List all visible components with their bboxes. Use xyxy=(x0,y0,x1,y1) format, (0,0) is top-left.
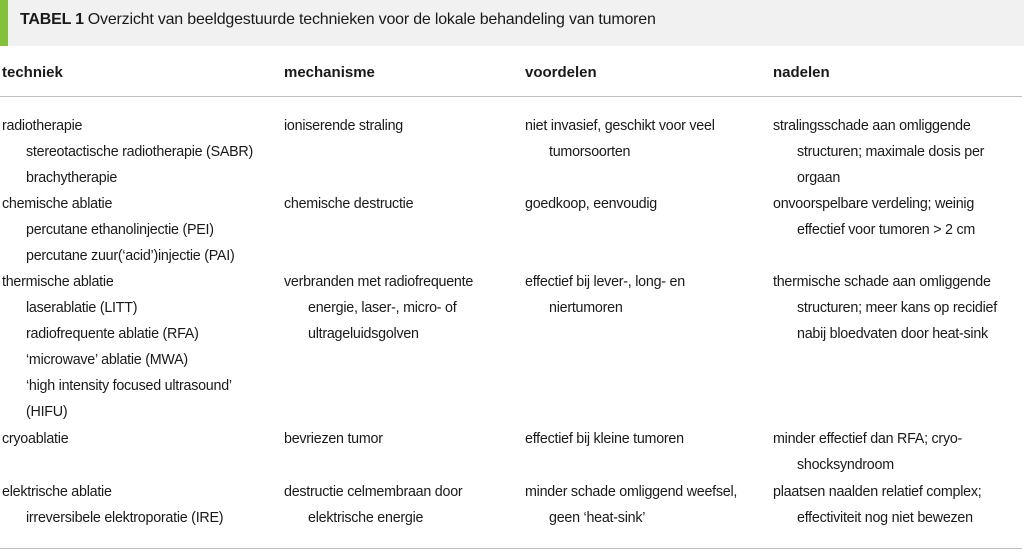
row-3-techniek xyxy=(2,269,232,425)
advantage-line: niet invasief, geschikt voor veel xyxy=(525,118,715,134)
sub-technique: stereotactische radiotherapie (SABR) xyxy=(26,144,254,160)
advantage-line: effectief bij kleine tumoren xyxy=(525,431,684,447)
row-1-mechanisme xyxy=(284,113,403,139)
disadvantage-line: thermische schade aan omliggende xyxy=(773,274,991,290)
row-5-nadelen xyxy=(773,479,981,531)
sub-technique: irreversibele elektroporatie (IRE) xyxy=(26,510,224,526)
sub-technique: percutane zuur(‘acid’)injectie (PAI) xyxy=(26,248,235,264)
row-5-techniek xyxy=(2,479,223,531)
technique-name: elektrische ablatie xyxy=(2,484,112,500)
sub-technique: ‘microwave’ ablatie (MWA) xyxy=(26,352,188,368)
header-rule xyxy=(0,96,1022,97)
row-4-nadelen xyxy=(773,426,962,478)
row-5-voordelen xyxy=(525,479,737,531)
row-2-nadelen xyxy=(773,191,975,243)
header-voordelen: voordelen xyxy=(525,64,597,81)
technique-name: radiotherapie xyxy=(2,118,83,134)
row-5-mechanisme xyxy=(284,479,462,531)
disadvantage-line: shocksyndroom xyxy=(797,457,894,473)
row-4-mechanisme xyxy=(284,426,383,452)
header-mechanisme: mechanisme xyxy=(284,64,375,81)
mechanism-line: destructie celmembraan door xyxy=(284,484,463,500)
disadvantage-line: structuren; maximale dosis per xyxy=(797,144,985,160)
advantage-line: minder schade omliggend weefsel, xyxy=(525,484,738,500)
disadvantage-line: orgaan xyxy=(797,170,841,186)
row-1-techniek xyxy=(2,113,253,191)
mechanism-line: energie, laser-, micro- of xyxy=(308,300,457,316)
technique-name: chemische ablatie xyxy=(2,196,113,212)
advantage-line: niertumoren xyxy=(549,300,623,316)
row-2-voordelen xyxy=(525,191,657,217)
sub-technique: brachytherapie xyxy=(26,170,118,186)
advantage-line: tumorsoorten xyxy=(549,144,631,160)
disadvantage-line: structuren; meer kans op recidief xyxy=(797,300,997,316)
row-1-nadelen xyxy=(773,113,984,191)
sub-technique: radiofrequente ablatie (RFA) xyxy=(26,326,199,342)
sub-technique: (HIFU) xyxy=(26,404,68,420)
disadvantage-line: minder effectief dan RFA; cryo- xyxy=(773,431,963,447)
row-4-techniek xyxy=(2,426,68,452)
advantage-line: goedkoop, eenvoudig xyxy=(525,196,657,212)
caption-accent-stripe xyxy=(0,0,8,46)
header-nadelen: nadelen xyxy=(773,64,830,81)
row-3-voordelen xyxy=(525,269,685,321)
header-techniek: techniek xyxy=(2,64,63,81)
row-3-nadelen xyxy=(773,269,997,347)
caption-title: Overzicht van beeldgestuurde technieken voor de lokale behandeling van tumoren xyxy=(87,11,656,28)
disadvantage-line: onvoorspelbare verdeling; weinig xyxy=(773,196,975,212)
mechanism-line: bevriezen tumor xyxy=(284,431,383,447)
mechanism-line: elektrische energie xyxy=(308,510,424,526)
sub-technique: ‘high intensity focused ultrasound’ xyxy=(26,378,232,394)
disadvantage-line: plaatsen naalden relatief complex; xyxy=(773,484,982,500)
sub-technique: percutane ethanolinjectie (PEI) xyxy=(26,222,214,238)
mechanism-line: ultrageluidsgolven xyxy=(308,326,419,342)
caption-label: TABEL 1 xyxy=(20,11,84,28)
disadvantage-line: effectiviteit nog niet bewezen xyxy=(797,510,973,526)
advantage-line: geen ‘heat-sink’ xyxy=(549,510,646,526)
technique-name: thermische ablatie xyxy=(2,274,114,290)
row-4-voordelen xyxy=(525,426,684,452)
row-1-voordelen xyxy=(525,113,715,165)
row-2-techniek xyxy=(2,191,234,269)
bottom-rule xyxy=(0,548,1022,549)
disadvantage-line: nabij bloedvaten door heat-sink xyxy=(797,326,988,342)
disadvantage-line: stralingsschade aan omliggende xyxy=(773,118,971,134)
mechanism-line: chemische destructie xyxy=(284,196,414,212)
table-caption xyxy=(20,11,656,29)
mechanism-line: verbranden met radiofrequente xyxy=(284,274,474,290)
technique-name: cryoablatie xyxy=(2,431,69,447)
mechanism-line: ioniserende straling xyxy=(284,118,403,134)
row-2-mechanisme xyxy=(284,191,413,217)
sub-technique: laserablatie (LITT) xyxy=(26,300,138,316)
row-3-mechanisme xyxy=(284,269,473,347)
advantage-line: effectief bij lever-, long- en xyxy=(525,274,685,290)
disadvantage-line: effectief voor tumoren > 2 cm xyxy=(797,222,976,238)
